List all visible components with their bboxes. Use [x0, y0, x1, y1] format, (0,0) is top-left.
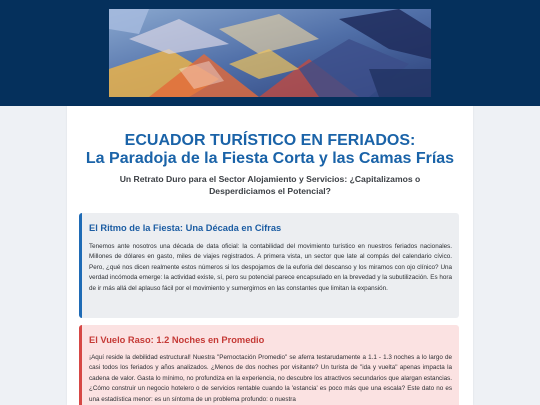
- title-line-1: ECUADOR TURÍSTICO EN FERIADOS:: [124, 132, 416, 149]
- page-background: [0, 106, 540, 405]
- article-subtitle: Un Retrato Duro para el Sector Alojamiento y Servicios: ¿Capitalizamos o Desperdiciamos el Potencial?: [119, 174, 421, 196]
- section-title: El Ritmo de la Fiesta: Una Década en Cifras: [89, 223, 282, 233]
- section-ritmo-fiesta: [79, 213, 459, 318]
- banner-image: [109, 9, 431, 97]
- section-text: ¡Aquí reside la debilidad estructural! Nuestra "Pernoctación Promedio" se aferra testarudamente a 1.1 - 1.3 noches a lo largo de casi todos los feriados y años analizados. ¿Menos de dos noches por visitante? Un turista de "ida y vuelta" apenas impacta la cadena de valor. Gasta lo mínimo, no profundiza en la experiencia, no descubre los atractivos secundarios que alargan estancias. ¿Cómo construir un negocio hotelero o de servicios rentable cuando la 'estancia' es poco más que una escala? Este dato no es una estadística menor: es un síntoma de un problema profundo: o nuestra: [89, 354, 452, 403]
- section-text: Tenemos ante nosotros una década de data oficial: la contabilidad del movimiento turístico en nuestros feriados nacionales. Millones de dólares en gasto, miles de viajes registrados. A primera vista, un sector que late al compás del calendario cívico. Pero, ¿qué nos dicen realmente estos números si los despojamos de la euforia del descanso y los miramos con ojo clínico? Una verdad incómoda emerge: la actividad existe, sí, pero su potencial parece encapsulado en la brevedad y la subutilización. Es hora de ir más allá del aplauso fácil por el movimiento y sumergirnos en las constantes que limitan la expansión.: [89, 243, 452, 292]
- header-band: [0, 0, 540, 106]
- section-title: El Vuelo Raso: 1.2 Noches en Promedio: [89, 335, 265, 345]
- title-line-2: La Paradoja de la Fiesta Corta y las Camas Frías: [85, 150, 455, 167]
- article-title: [67, 132, 473, 168]
- section-vuelo-raso: [79, 325, 459, 405]
- article-container: [67, 106, 473, 405]
